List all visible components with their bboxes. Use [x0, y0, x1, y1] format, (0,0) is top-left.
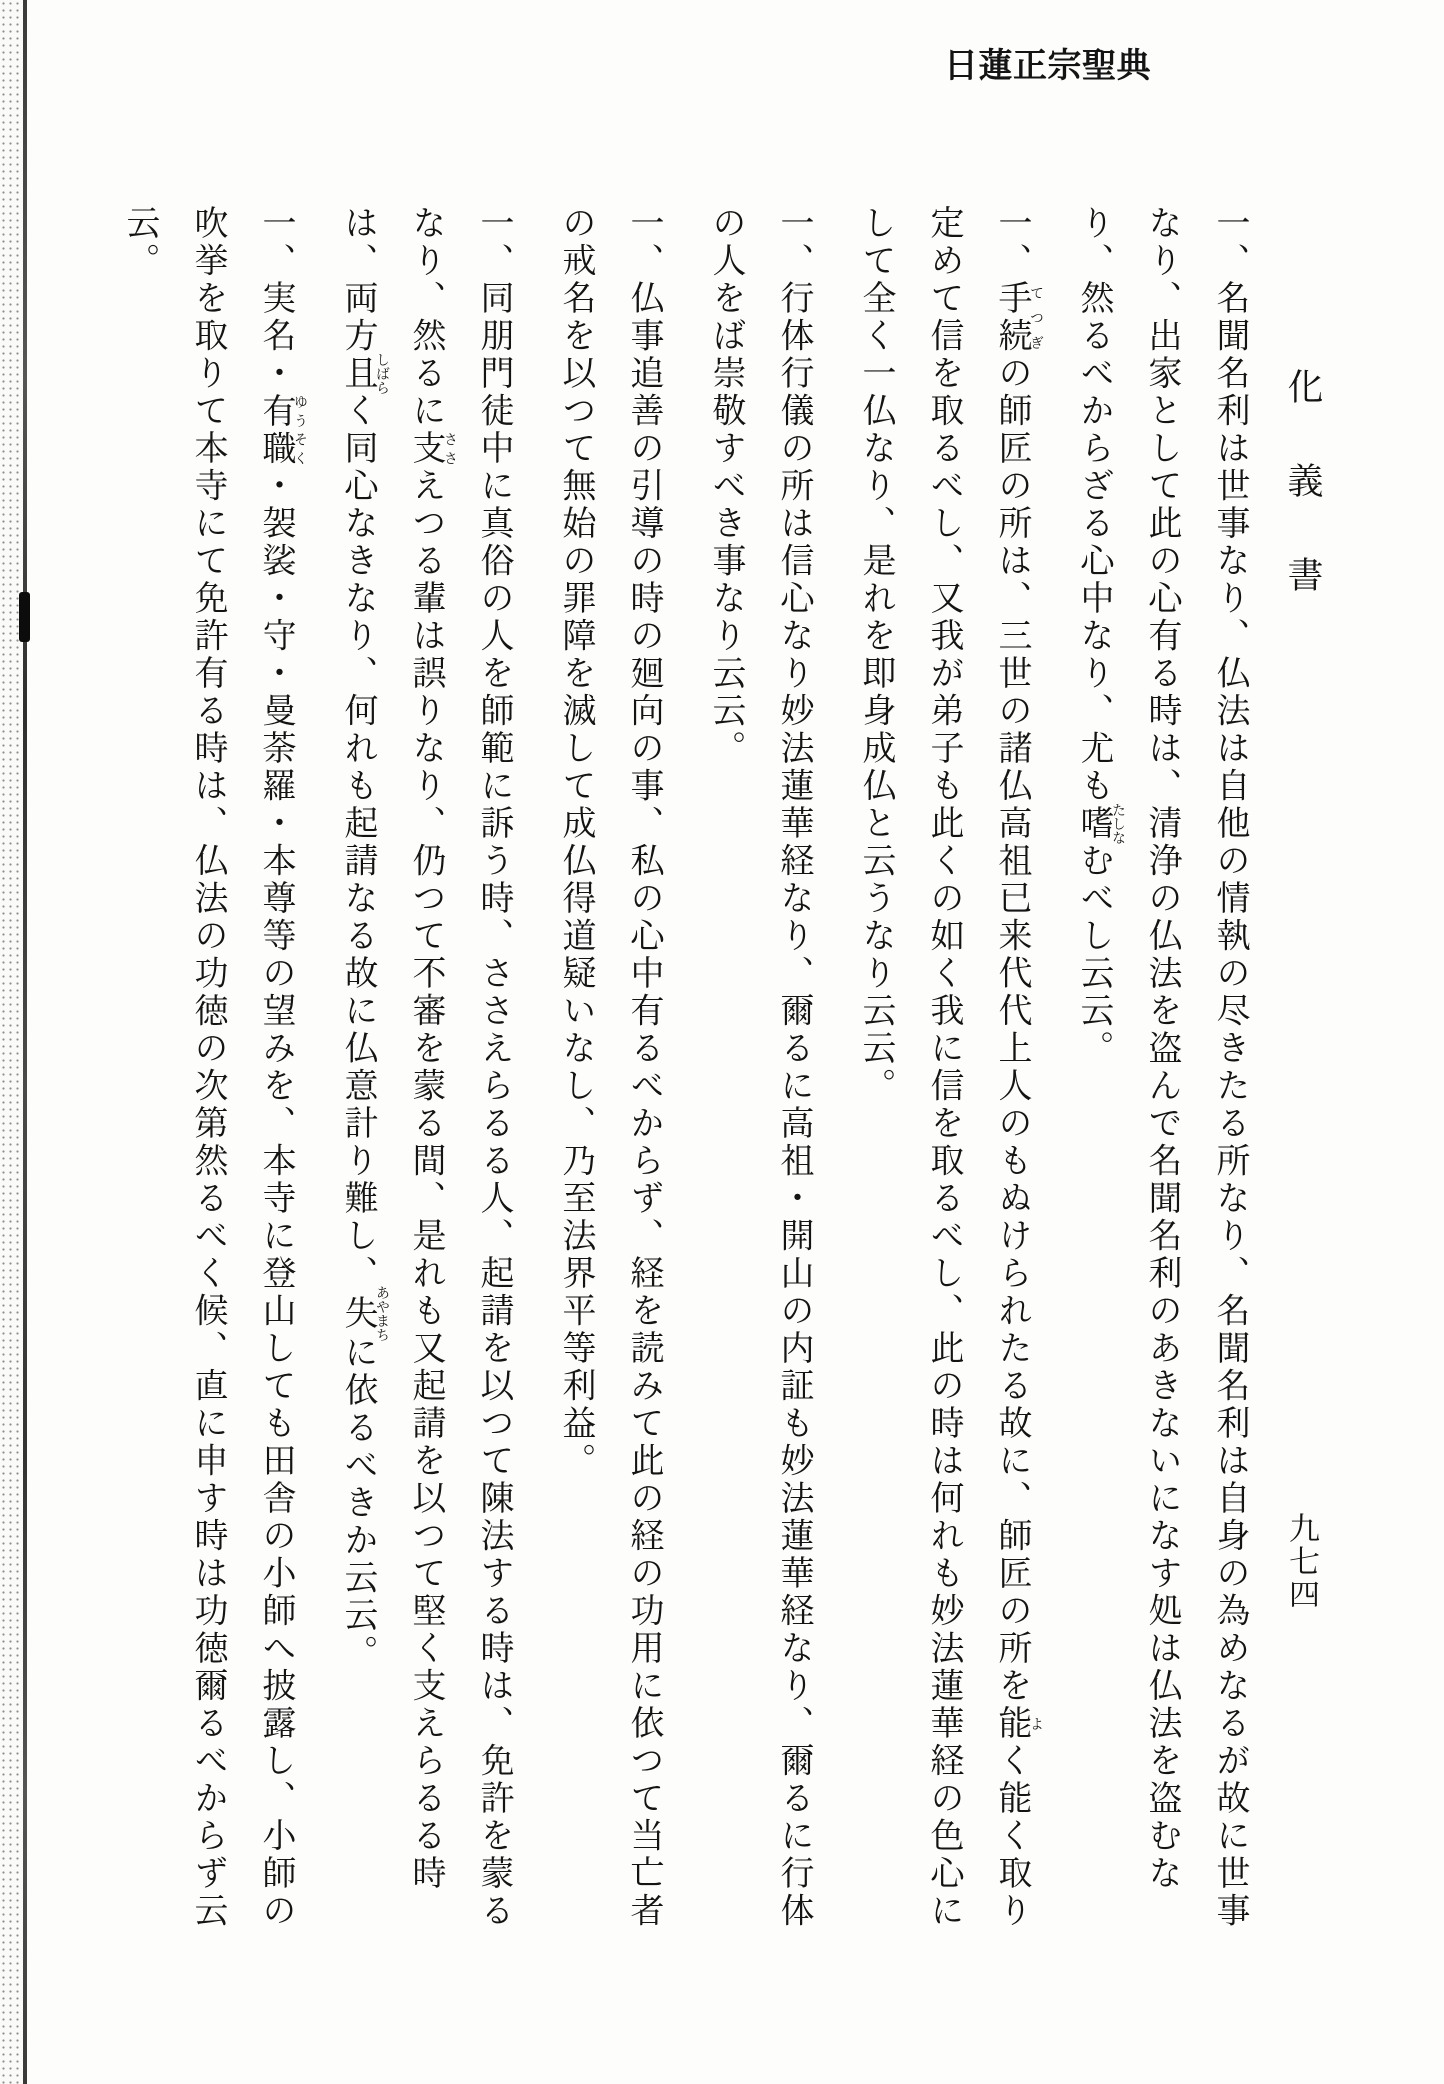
- page-number: 九七四: [1284, 1512, 1319, 1611]
- ruby-annotated-word: 手続てつぎ: [993, 280, 1043, 355]
- text-item: 一、手続てつぎの師匠の所は、三世の諸仏高祖已来代代上人のもぬけられたる故に、師匠の所を能よく能く取り定めて信を取るべし、又我が弟子も此くの如く我に信を取るべし、此の時は何れも妙法蓮華経の色心にして全く一仏なり、是れを即身成仏と云うなり云云。: [857, 205, 1043, 1930]
- binding-edge-texture: [0, 0, 23, 2084]
- binding-edge-line: [23, 0, 27, 2084]
- text-item: 一、仏事追善の引導の時の廻向の事、私の心中有るべからず、経を読みて此の経の功用に依つて当亡者の戒名を以つて無始の罪障を滅して成仏得道疑いなし、乃至法界平等利益。: [557, 205, 662, 1930]
- running-head-title: 日蓮正宗聖典: [944, 47, 1151, 85]
- ruby-annotated-word: 支ささ: [407, 430, 457, 468]
- text-item: 一、同朋門徒中に真俗の人を師範に訴う時、ささえらるる人、起請を以つて陳法する時は、免許を蒙るなり、然るに支ささえつる輩は誤りなり、仍つて不審を蒙る間、是れも又起請を以つて堅く支えらるる時は、両方且しばらく同心なきなり、何れも起請なる故に仏意計り難し、失あやまちに依るべきか云云。: [339, 205, 512, 1930]
- ruby-annotated-word: 嗜たしな: [1075, 802, 1125, 845]
- ruby-annotated-word: 能よ: [993, 1705, 1043, 1743]
- text-item: 一、名聞名利は世事なり、仏法は自他の情執の尽きたる所なり、名聞名利は自身の為めなるが故に世事なり、出家として此の心有る時は、清浄の仏法を盗んで名聞名利のあきないになす処は仏法を盗むなり、然るべからざる心中なり、尤も嗜たしなむべし云云。: [1075, 205, 1248, 1930]
- ruby-annotated-word: 失あやまち: [339, 1285, 389, 1342]
- text-item: 一、実名・有職ゆうそく・袈裟・守・曼荼羅・本尊等の望みを、本寺に登山しても田舎の小師へ披露し、小師の吹挙を取りて本寺にて免許有る時は、仏法の功徳の次第然るべく候、直に申す時は功徳爾るべからず云云。: [121, 205, 307, 1930]
- ruby-annotated-word: 有職ゆうそく: [257, 392, 307, 468]
- section-title: 化義書: [1283, 368, 1323, 650]
- text-item: 一、行体行儀の所は信心なり妙法蓮華経なり、爾るに高祖・開山の内証も妙法蓮華経なり、爾るに行体の人をば崇敬すべき事なり云云。: [707, 205, 812, 1930]
- binding-edge-notch: [19, 592, 30, 642]
- ruby-annotated-word: 且しばら: [339, 352, 389, 395]
- body-text: [105, 205, 1263, 1945]
